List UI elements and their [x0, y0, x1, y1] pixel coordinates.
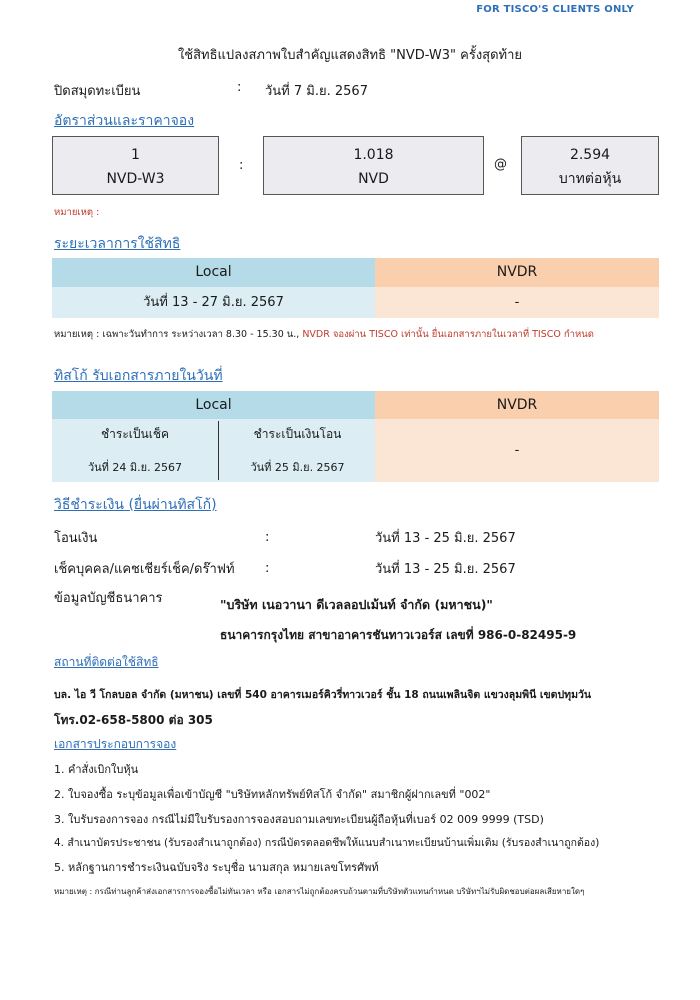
ratio-box-share — [263, 136, 484, 195]
payment-cheque-colon: : — [265, 561, 270, 576]
bank-account-label: ข้อมูลบัญชีธนาคาร — [54, 591, 163, 606]
exercise-local-header: Local — [52, 258, 375, 287]
exercise-nvdr-header: NVDR — [375, 258, 659, 287]
exercise-nvdr-value: - — [375, 287, 659, 318]
receipt-column-divider — [218, 421, 219, 480]
receipt-nvdr-header: NVDR — [375, 391, 659, 419]
contact-phone: โทร.02-658-5800 ต่อ 305 — [54, 713, 213, 727]
payment-cheque-date: วันที่ 13 - 25 มิ.ย. 2567 — [375, 562, 516, 577]
register-close-date: วันที่ 7 มิ.ย. 2567 — [265, 84, 368, 99]
document-receipt-table — [52, 391, 659, 482]
payment-transfer-colon: : — [265, 530, 270, 545]
clients-only-label: FOR TISCO'S CLIENTS ONLY — [476, 4, 634, 15]
ratio-box-warrant — [52, 136, 219, 195]
bank-account-detail: ธนาคารกรุงไทย สาขาอาคารชันทาวเวอร์ส เลขที่ 986-0-82495-9 — [220, 628, 577, 642]
ratio-separator-colon: : — [239, 158, 244, 173]
document-item-2: 2. ใบจองซื้อ ระบุข้อมูลเพื่อเข้าบัญชี "บริษัทหลักทรัพย์ทิสโก้ จำกัด" สมาชิกผู้ฝากเลขที่ "002" — [54, 788, 491, 801]
receipt-cheque-date: วันที่ 24 มิ.ย. 2567 — [87, 461, 183, 474]
register-close-colon: : — [237, 80, 242, 95]
exercise-period-table — [52, 258, 659, 318]
document-item-5: 5. หลักฐานการชำระเงินฉบับจริง ระบุชื่อ นามสกุล หมายเลขโทรศัพท์ — [54, 861, 379, 874]
ratio-box-warrant-qty: 1 — [131, 147, 140, 163]
document-item-3: 3. ใบรับรองการจอง กรณีไม่มีใบรับรองการจองสอบถามเลขทะเบียนผู้ถือหุ้นที่เบอร์ 02 009 9999 (TSD) — [54, 813, 544, 826]
bank-account-name: "บริษัท เนอวานา ดีเวลลอปเม้นท์ จำกัด (มหาชน)" — [220, 597, 493, 612]
document-receipt-heading: ทิสโก้ รับเอกสารภายในวันที่ — [54, 368, 223, 384]
page-title: ใช้สิทธิแปลงสภาพใบสำคัญแสดงสิทธิ "NVD-W3" ครั้งสุดท้าย — [177, 48, 523, 63]
ratio-heading: อัตราส่วนและราคาจอง — [54, 113, 195, 129]
exercise-note-hours: หมายเหตุ : เฉพาะวันทำการ ระหว่างเวลา 8.30 - 15.30 น., — [54, 329, 303, 340]
ratio-box-price-value: 2.594 — [569, 147, 611, 163]
payment-transfer-label: โอนเงิน — [54, 531, 98, 546]
ratio-box-price-unit: บาทต่อหุ้น — [558, 171, 622, 187]
exercise-local-value: วันที่ 13 - 27 มิ.ย. 2567 — [52, 287, 375, 318]
register-close-label: ปิดสมุดทะเบียน — [54, 84, 141, 99]
receipt-nvdr-value: - — [375, 419, 659, 482]
exercise-note-nvdr: NVDR จองผ่าน TISCO เท่านั้น ยื่นเอกสารภายในเวลาที่ TISCO กำหนด — [302, 329, 594, 340]
document-item-4: 4. สำเนาบัตรประชาชน (รับรองสำเนาถูกต้อง) กรณีบัตรตลอดชีพให้แนบสำเนาทะเบียนบ้านเพิ่มเติม (รับรองสำเนาถูกต้อง) — [54, 837, 600, 849]
receipt-transfer-date: วันที่ 25 มิ.ย. 2567 — [250, 461, 345, 474]
receipt-local-header: Local — [52, 391, 375, 419]
ratio-box-price — [521, 136, 659, 195]
receipt-cheque-label: ชำระเป็นเช็ค — [101, 427, 169, 441]
payment-cheque-label: เช็คบุคคล/แคชเชียร์เช็ค/ดร๊าฟท์ — [54, 562, 235, 577]
document-item-1: 1. คำสั่งเบิกใบหุ้น — [54, 763, 139, 776]
contact-address: บล. ไอ วี โกลบอล จำกัด (มหาชน) เลขที่ 540 อาคารเมอร์คิวรี่ทาวเวอร์ ชั้น 18 ถนนเพลินจิต แขวงลุมพินี เขตปทุมวัน — [54, 689, 592, 701]
ratio-note: หมายเหตุ : — [54, 207, 100, 218]
payment-transfer-date: วันที่ 13 - 25 มิ.ย. 2567 — [375, 531, 516, 546]
exercise-period-heading: ระยะเวลาการใช้สิทธิ — [54, 236, 181, 252]
documents-footnote: หมายเหตุ : กรณีท่านลูกค้าส่งเอกสารการจองซื้อไม่ทันเวลา หรือ เอกสารไม่ถูกต้องครบถ้วนตามที่บริษัทตัวแทนกำหนด บริษัทฯไม่รับผิดชอบต่อผลเสียหายใดๆ — [54, 887, 585, 896]
ratio-box-share-unit: NVD — [358, 171, 389, 187]
exercise-period-note — [54, 327, 594, 342]
ratio-box-share-qty: 1.018 — [353, 147, 394, 163]
receipt-transfer-label: ชำระเป็นเงินโอน — [253, 427, 342, 441]
ratio-box-warrant-unit: NVD-W3 — [106, 171, 165, 187]
documents-heading: เอกสารประกอบการจอง — [54, 737, 177, 751]
ratio-separator-at: @ — [494, 157, 507, 172]
contact-heading: สถานที่ติดต่อใช้สิทธิ — [54, 655, 159, 669]
payment-heading: วิธีชำระเงิน (ยื่นผ่านทิสโก้) — [54, 497, 217, 513]
